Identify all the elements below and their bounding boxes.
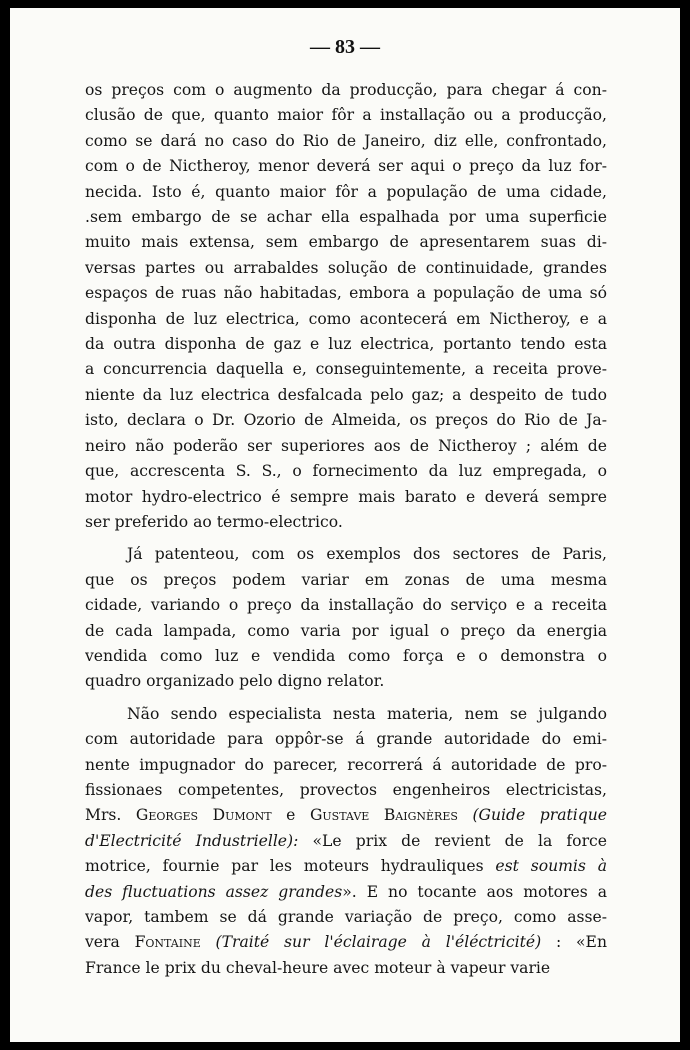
text-line xyxy=(85,956,607,981)
text-run xyxy=(458,806,473,824)
text-run: .sem embargo de se achar ella espalhada por uma superficie xyxy=(85,208,607,227)
page-number: — 83 — xyxy=(310,36,380,58)
text-run: nente impugnador do parecer, recorrerá á autoridade de pro- xyxy=(85,755,607,774)
text-run: vapor, tambem se dá grande variação de preço, como asse- xyxy=(85,908,607,926)
text-run: neiro não poderão ser superiores aos de Nictheroy ; além de xyxy=(85,436,607,455)
text-line xyxy=(85,459,607,484)
text-run: com autoridade para oppôr-se á grande autoridade do emi- xyxy=(85,730,607,749)
text-run: Já patenteou, com os exemplos dos sectores de Paris, xyxy=(127,545,607,564)
paragraph xyxy=(85,78,607,535)
text-line xyxy=(85,510,607,535)
text-run: da outra disponha de gaz e luz electrica, portanto tendo esta xyxy=(85,335,607,354)
paragraph-gap xyxy=(85,535,607,542)
text-line xyxy=(85,154,607,179)
small-caps-name: Gustave Baignères xyxy=(309,806,458,825)
text-line xyxy=(85,256,607,281)
text-run: ». E no tocante aos motores a xyxy=(342,882,607,901)
italic-text: d'Electricité Industrielle): xyxy=(85,831,299,850)
text-line xyxy=(85,180,607,205)
text-run: : «En xyxy=(541,933,607,952)
text-run: necida. Isto é, quanto maior fôr a população de uma cidade, xyxy=(85,182,607,201)
text-run: que os preços podem variar em zonas de uma mesma xyxy=(85,570,607,589)
text-line xyxy=(85,702,607,727)
small-caps-name: Fontaine xyxy=(134,933,201,952)
text-run: quadro organizado pelo digno relator. xyxy=(85,672,385,691)
text-run: isto, declara o Dr. Ozorio de Almeida, os preços do Rio de Ja- xyxy=(85,411,607,430)
text-run: Mrs. xyxy=(85,806,136,825)
text-line xyxy=(85,880,607,905)
text-run: motor hydro-electrico é sempre mais barato e deverá sempre xyxy=(85,487,607,506)
body-text xyxy=(85,78,607,981)
text-line xyxy=(85,803,607,828)
text-line xyxy=(85,78,607,103)
text-run: «Le prix de revient de la force xyxy=(298,831,607,850)
text-line xyxy=(85,307,607,332)
text-line xyxy=(85,485,607,510)
text-line xyxy=(85,103,607,128)
text-line xyxy=(85,434,607,459)
text-line xyxy=(85,383,607,408)
text-run: a concurrencia daquella e, conseguintemente, a receita prove- xyxy=(85,360,607,379)
text-run: muito mais extensa, sem embargo de apresentarem suas di- xyxy=(85,233,607,252)
text-line xyxy=(85,408,607,433)
text-line xyxy=(85,644,607,669)
italic-text: est soumis à xyxy=(495,857,607,876)
text-line xyxy=(85,930,607,955)
text-line xyxy=(85,568,607,593)
book-page xyxy=(10,8,680,1042)
text-line xyxy=(85,129,607,154)
text-line xyxy=(85,230,607,255)
text-line xyxy=(85,619,607,644)
text-line xyxy=(85,542,607,567)
text-line xyxy=(85,332,607,357)
text-run: de cada lampada, como varia por igual o preço da energia xyxy=(85,621,607,640)
text-line xyxy=(85,778,607,803)
text-run: os preços com o augmento da producção, para chegar á con- xyxy=(85,81,607,99)
text-run: Não sendo especialista nesta materia, nem se julgando xyxy=(127,704,607,723)
text-run: ser preferido ao termo-electrico. xyxy=(85,512,343,531)
paragraph xyxy=(85,542,607,694)
text-run: que, accrescenta S. S., o fornecimento da luz empregada, o xyxy=(85,462,607,481)
text-run: espaços de ruas não habitadas, embora a população de uma só xyxy=(85,284,607,303)
italic-text: (Guide pratique xyxy=(472,806,607,825)
text-run: com o de Nictheroy, menor deverá ser aqui o preço da luz for- xyxy=(85,157,607,176)
text-run: vera xyxy=(85,933,135,952)
text-run: cidade, variando o preço da installação do serviço e a receita xyxy=(85,596,607,615)
italic-text: des fluctuations assez grandes xyxy=(85,882,343,901)
text-line xyxy=(85,357,607,382)
text-run: fissionaes competentes, provectos engenheiros electricistas, xyxy=(85,780,607,799)
text-run: disponha de luz electrica, como acontecerá em Nictheroy, e a xyxy=(85,309,607,328)
text-run: motrice, fournie par les moteurs hydrauliques xyxy=(85,857,496,876)
text-run: France le prix du cheval-heure avec moteur à vapeur varie xyxy=(85,958,551,977)
text-line xyxy=(85,905,607,930)
text-line xyxy=(85,727,607,752)
small-caps-name: Georges Dumont xyxy=(135,806,272,825)
text-line xyxy=(85,205,607,230)
text-run: vendida como luz e vendida como força e o demonstra o xyxy=(85,646,607,665)
text-line xyxy=(85,593,607,618)
text-run: clusão de que, quanto maior fôr a installação ou a producção, xyxy=(85,106,607,125)
text-line xyxy=(85,669,607,694)
text-run: niente da luz electrica desfalcada pelo gaz; a despeito de tudo xyxy=(85,385,607,404)
italic-text: (Traité sur l'éclairage à l'éléctricité) xyxy=(215,933,542,952)
text-run xyxy=(201,933,216,951)
text-line xyxy=(85,281,607,306)
text-line xyxy=(85,854,607,879)
paragraph-gap xyxy=(85,695,607,702)
text-run: como se dará no caso do Rio de Janeiro, diz elle, confrontado, xyxy=(85,131,607,150)
text-line xyxy=(85,753,607,778)
text-run: versas partes ou arrabaldes solução de continuidade, grandes xyxy=(85,258,607,277)
text-run: e xyxy=(271,806,310,825)
text-line xyxy=(85,829,607,854)
paragraph xyxy=(85,702,607,981)
